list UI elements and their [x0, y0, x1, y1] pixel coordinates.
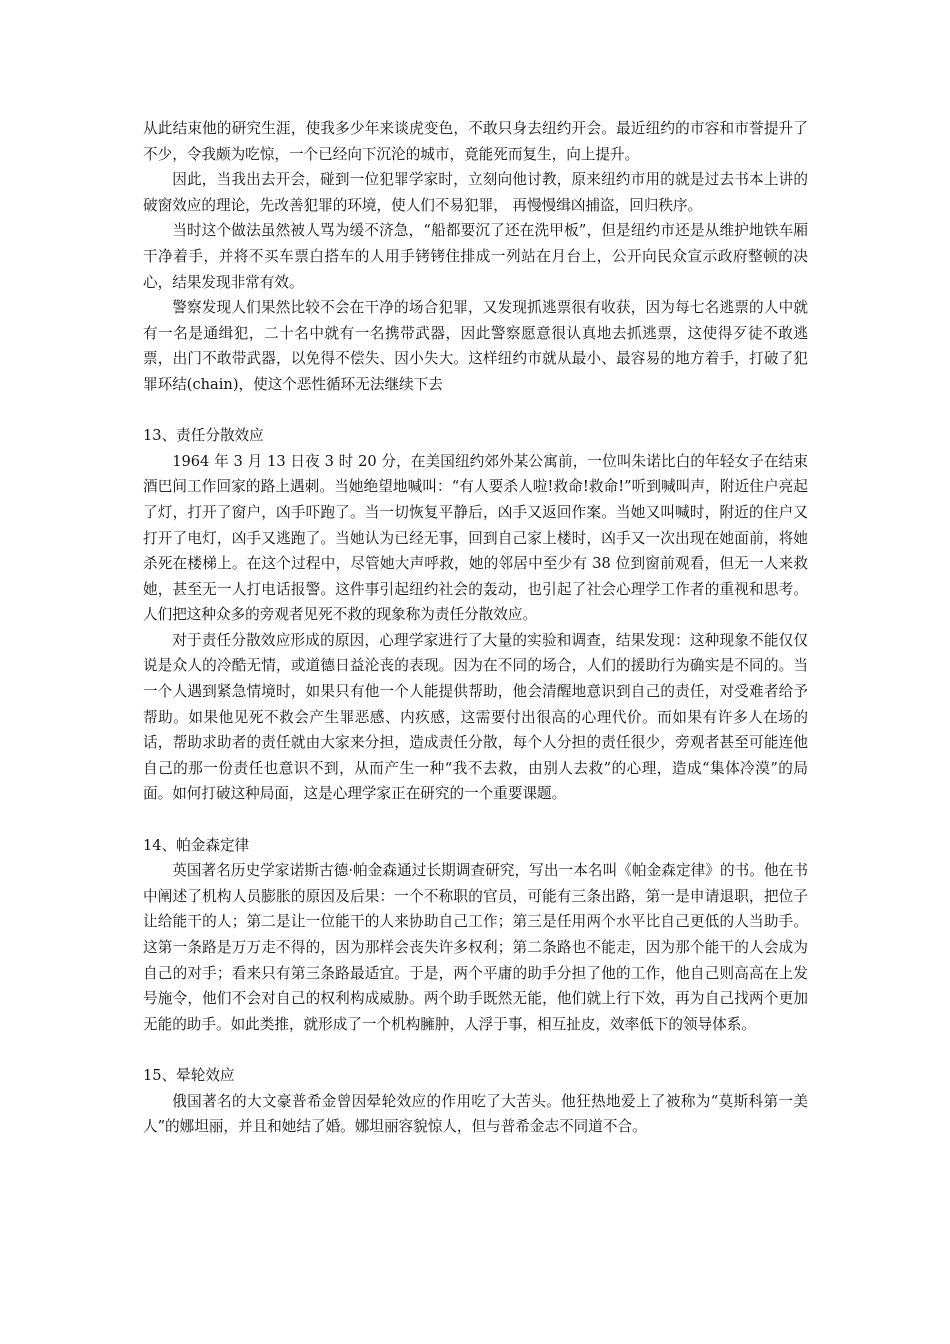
section-13-paragraph-2: 对于责任分散效应形成的原因，心理学家进行了大量的实验和调查，结果发现：这种现象不能仅仅说是众人的冷酷无情，或道德日益沦丧的表现。因为在不同的场合，人们的援助行为确实是不同的。当一个人遇到紧急情境时，如果只有他一个人能提供帮助，他会清醒地意识到自己的责任，对受难者给予帮助。如果他见死不救会产生罪恶感、内疚感，这需要付出很高的心理代价。而如果有许多人在场的话，帮助求助者的责任就由大家来分担，造成责任分散，每个人分担的责任很少，旁观者甚至可能连他自己的那一份责任也意识不到，从而产生一种“我不去救，由别人去救”的心理，造成“集体冷漠”的局面。如何打破这种局面，这是心理学家正在研究的一个重要课题。 [143, 631, 808, 803]
intro-paragraph-4: 警察发现人们果然比较不会在干净的场合犯罪，又发现抓逃票很有收获，因为每七名逃票的人中就有一名是通缉犯，二十名中就有一名携带武器，因此警察愿意很认真地去抓逃票，这使得歹徒不敢逃票，出门不敢带武器，以免得不偿失、因小失大。这样纽约市就从最小、最容易的地方着手，打破了犯罪环结(chain)，使这个恶性循环无法继续下去 [143, 299, 808, 393]
section-15 [143, 1063, 808, 1140]
intro-paragraph-1: 从此结束他的研究生涯，使我多少年来谈虎变色，不敢只身去纽约开会。最近纽约的市容和市誉提升了不少，令我颇为吃惊，一个已经向下沉沦的城市，竟能死而复生，向上提升。 [143, 120, 808, 163]
intro-paragraph-3: 当时这个做法虽然被人骂为缓不济急，“船都要沉了还在洗甲板”，但是纽约市还是从维护地铁车厢干净着手，并将不买车票白搭车的人用手铐铐住排成一列站在月台上，公开向民众宣示政府整顿的决心，结果发现非常有效。 [143, 222, 808, 291]
intro-block [143, 116, 808, 398]
document-page [143, 116, 808, 1140]
section-13 [143, 423, 808, 807]
section-15-heading: 15、晕轮效应 [143, 1066, 235, 1084]
section-14-paragraph-1: 英国著名历史学家诺斯古德·帕金森通过长期调查研究，写出一本名叫《帕金森定律》的书。他在书中阐述了机构人员膨胀的原因及后果：一个不称职的官员，可能有三条出路，第一是申请退职，把位子让给能干的人；第二是让一位能干的人来协助自己工作；第三是任用两个水平比自己更低的人当助手。这第一条路是万万走不得的，因为那样会丧失许多权利；第二条路也不能走，因为那个能干的人会成为自己的对手；看来只有第三条路最适宜。于是，两个平庸的助手分担了他的工作，他自己则高高在上发号施令，他们不会对自己的权利构成威胁。两个助手既然无能，他们就上行下效，再为自己找两个更加无能的助手。如此类推，就形成了一个机构臃肿，人浮于事，相互扯皮，效率低下的领导体系。 [143, 862, 808, 1033]
section-15-paragraph-1: 俄国著名的大文豪普希金曾因晕轮效应的作用吃了大苦头。他狂热地爱上了被称为“莫斯科第一美人”的娜坦丽，并且和她结了婚。娜坦丽容貌惊人，但与普希金志不同道不合。 [143, 1092, 808, 1136]
section-14 [143, 833, 808, 1038]
section-13-heading: 13、责任分散效应 [143, 427, 264, 445]
intro-paragraph-2: 因此，当我出去开会，碰到一位犯罪学家时，立刻向他讨教，原来纽约市用的就是过去书本上讲的破窗效应的理论，先改善犯罪的环境，使人们不易犯罪， 再慢慢缉凶捕盗，回归秩序。 [143, 171, 808, 214]
section-13-paragraph-1: 1964 年 3 月 13 日夜 3 时 20 分，在美国纽约郊外某公寓前，一位叫朱诺比白的年轻女子在结束酒巴间工作回家的路上遇刺。当她绝望地喊叫：“有人要杀人啦!救命!救命!”听到喊叫声，附近住户亮起了灯，打开了窗户，凶手吓跑了。当一切恢复平静后，凶手又返回作案。当她又叫喊时，附近的住户又打开了电灯，凶手又逃跑了。当她认为已经无事，回到自己家上楼时，凶手又一次出现在她面前，将她杀死在楼梯上。在这个过程中，尽管她大声呼救，她的邻居中至少有 38 位到窗前观看，但无一人来救她，甚至无一人打电话报警。这件事引起纽约社会的轰动，也引起了社会心理学工作者的重视和思考。人们把这种众多的旁观者见死不救的现象称为责任分散效应。 [143, 452, 808, 624]
section-14-heading: 14、帕金森定律 [143, 836, 250, 854]
